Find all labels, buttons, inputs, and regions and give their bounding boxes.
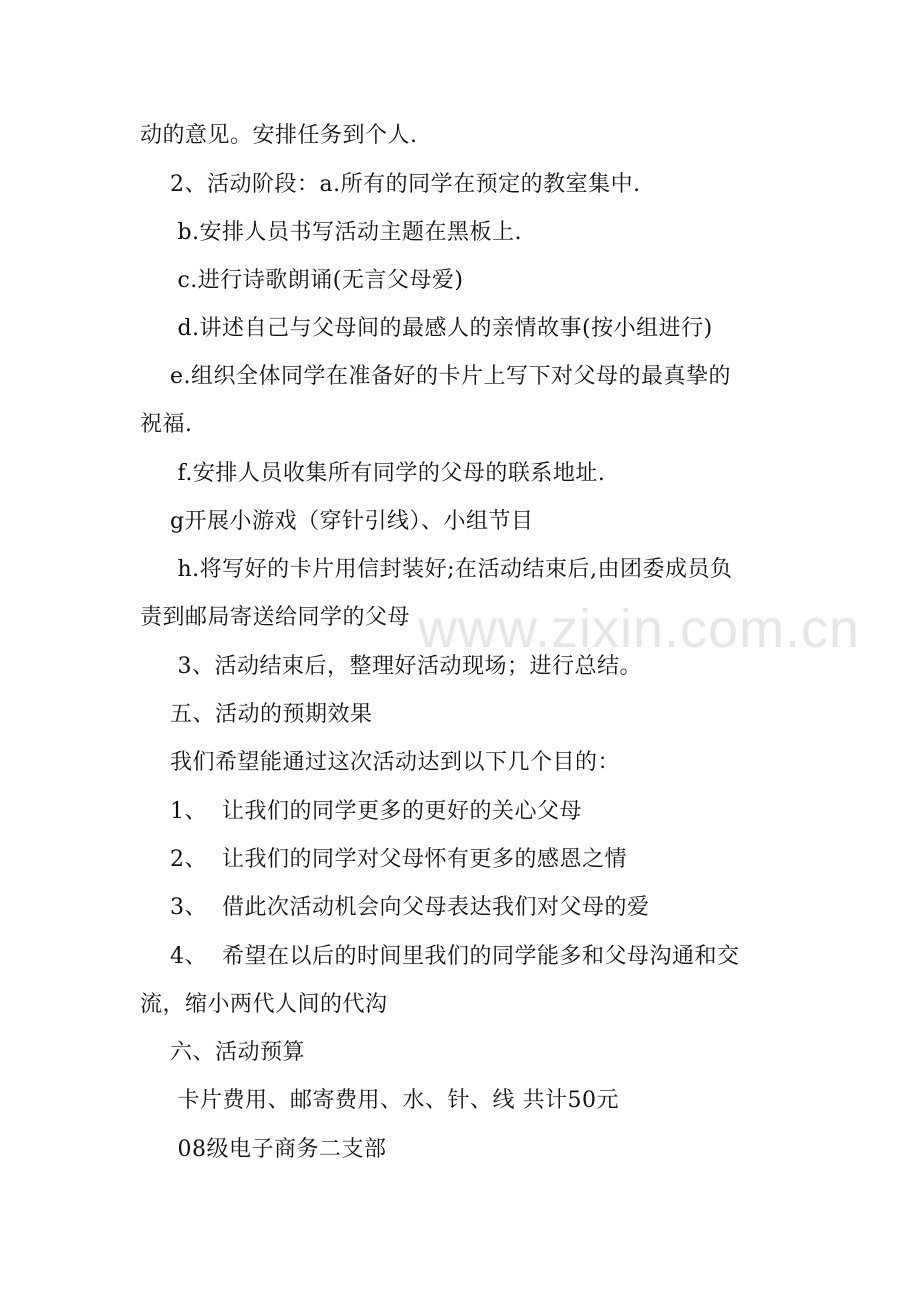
signature-line: 08级电子商务二支部 [140,1137,387,1162]
text-line: f.安排人员收集所有同学的父母的联系地址. [140,461,606,486]
text-line: c.进行诗歌朗诵(无言父母爱) [140,268,464,293]
list-item: 4、 希望在以后的时间里我们的同学能多和父母沟通和交 [140,944,740,969]
text-line: g开展小游戏（穿针引线）、小组节目 [140,509,534,534]
list-item: 3、 借此次活动机会向父母表达我们对父母的爱 [140,895,650,920]
text-line: e.组织全体同学在准备好的卡片上写下对父母的最真挚的 [140,364,731,389]
section-heading: 五、活动的预期效果 [140,702,373,727]
text-line: d.讲述自己与父母间的最感人的亲情故事(按小组进行) [140,316,713,341]
text-line: 卡片费用、邮寄费用、水、针、线 共计50元 [140,1088,619,1113]
text-line: 责到邮局寄送给同学的父母 [140,605,411,630]
text-line: 祝福. [140,412,193,437]
watermark: www.zixin.com.cn [418,599,861,659]
text-line: 动的意见。安排任务到个人. [140,123,418,148]
section-heading: 六、活动预算 [140,1040,305,1065]
text-line: b.安排人员书写活动主题在黑板上. [140,220,523,245]
text-line: 我们希望能通过这次活动达到以下几个目的： [140,750,620,775]
text-line: 流，缩小两代人间的代沟 [140,992,388,1017]
text-line: 3、活动结束后，整理好活动现场；进行总结。 [140,654,642,679]
text-line: 2、活动阶段：a.所有的同学在预定的教室集中. [140,172,641,197]
list-item: 1、 让我们的同学更多的更好的关心父母 [140,799,582,824]
list-item: 2、 让我们的同学对父母怀有更多的感恩之情 [140,847,627,872]
text-line: h.将写好的卡片用信封装好;在活动结束后,由团委成员负 [140,557,733,582]
